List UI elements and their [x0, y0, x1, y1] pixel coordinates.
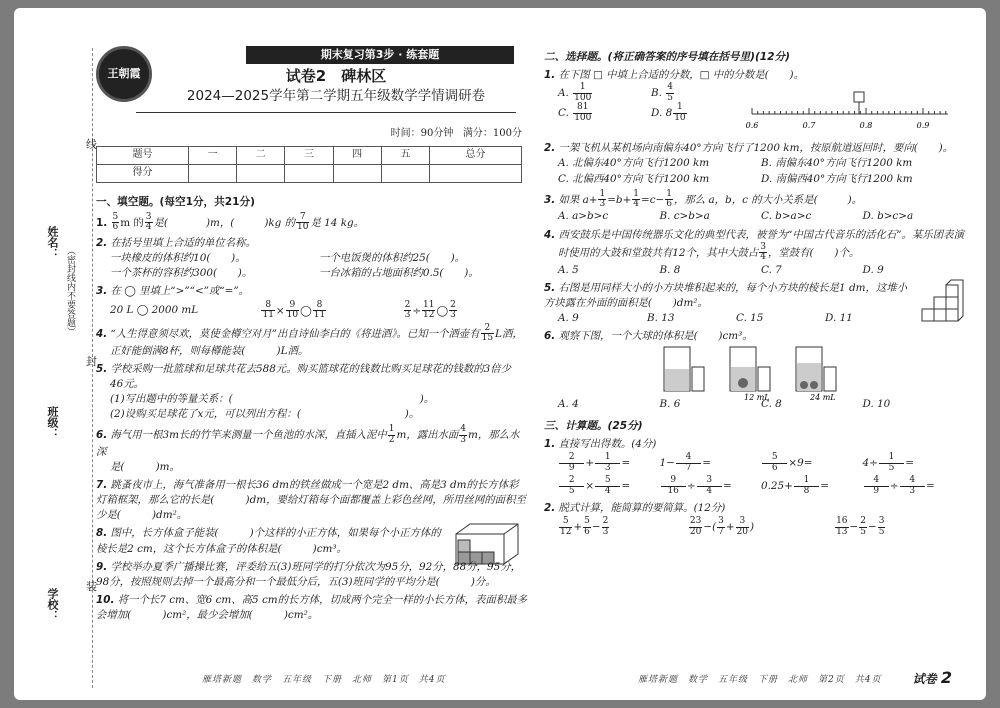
rail-mark-1: 线: [86, 138, 97, 151]
rail-mark-2: 封: [86, 355, 97, 368]
section-2-title: 二、选择题。(将正确答案的序号填在括号里)(12分): [544, 51, 790, 63]
question-4: 4. “人生得意须尽欢，莫使金樽空对月”出自诗仙李白的《将进酒》。已知一个酒壶有 $\frac{2}{15}$ L酒， 正好能倒满8杯，则每樽能装( )L酒。: [96, 322, 523, 357]
beaker-label: 24 mL: [810, 392, 836, 402]
left-page: [96, 46, 528, 626]
score-cell[interactable]: [381, 164, 429, 182]
mc-question-6: 6. 观察下图，一个大球的体积是( )cm³。 12 mL 24 mL A. 4 B. 6 C. 8 D. 10: [544, 329, 891, 410]
score-cell[interactable]: [333, 164, 381, 182]
rail-school-label: 学校：: [46, 588, 59, 621]
question-3: 3. 在 ◯ 里填上“>”“<”或“=”。 20 L ◯ 2000 mL $\frac{8}{11}$ × $\frac{9}{10}$ ◯ $\frac{8}{11}$ $\frac{2}{3}$ ÷ $\frac{11}{12}$ ◯ $\frac{2}{3}$: [96, 284, 456, 321]
score-table-score-row: 得分: [97, 164, 522, 182]
section-3-title: 三、计算题。(25分): [544, 419, 643, 432]
exam-meta: 时间：90分钟 满分：100分: [390, 128, 522, 139]
exam-paper: [14, 8, 986, 700]
brand-logo: 王朝霞: [96, 46, 152, 102]
question-10: 10. 将一个长7 cm、宽6 cm、高5 cm的长方体，切成两个完全一样的小长方体，表面积最多会增加( )cm²，最少会增加( )cm²。: [96, 593, 527, 621]
score-table: [96, 146, 522, 183]
exam-subtitle: 2024—2025学年第二学期五年级数学学情调研卷: [186, 88, 486, 104]
score-cell[interactable]: [189, 164, 237, 182]
footer-left: 雁塔新题 数学 五年级 下册 北师 第1页 共4页: [202, 675, 446, 685]
mc-question-1: 1. 在下图 □ 中填上合适的分数，□ 中的分数是( )。 A. $\frac{1}{100}$ B. $\frac{4}{5}$ C. $\frac{81}{100}$ D. 8 $\frac{1}{10}$ 0.6 0.7 0.8 0.9: [544, 68, 964, 138]
question-7: 7. 跳蚤夜市上，海气准备用一根长36 dm的铁丝做成一个宽是2 dm、高是3 dm的长方体彩灯箱框架，那么它的长是( )dm，要给灯箱每个面都覆盖上彩色丝网，所用丝网的面积至少是( )dm²。: [96, 479, 526, 522]
tick-label: 0.8: [859, 121, 873, 131]
rail-seal-note: （密封线内不要答题）: [65, 246, 75, 336]
beaker-label: 12 mL: [744, 392, 770, 402]
question-2: 2. 在括号里填上合适的单位名称。 一块橡皮的体积约10( )。 一个电饭煲的体积约25( )。 一个茶杯的容积约300( )。 一台冰箱的占地面积约0.5( )。: [96, 236, 479, 279]
score-cell[interactable]: [285, 164, 333, 182]
calc-question-1: 1. 直接写出得数。(4分) $\frac{2}{9}$ + $\frac{1}{3}$ = 1− $\frac{4}{7}$ = $\frac{5}{6}$ ×9= 4÷ $\frac{1}{5}$ = $\frac{2}{5}$ × $\frac{5}{4}$ = $\frac{9}{16}$ ÷ $\frac{3}{4}$ = 0.25+ $\frac{1}{8}$ = $\frac{4}{9}$ ÷ $\frac{4}{3}$ =: [544, 438, 935, 496]
rail-name-label: 姓名：: [46, 226, 59, 259]
mc-question-3: 3. 如果 a+ $\frac{1}{3}$ =b+ $\frac{1}{4}$ =c− $\frac{1}{6}$ ，那么 a，b，c 的大小关系是( )。 A. a>b>c B. c>b>a C. b>a>c D. b>c>a: [544, 188, 914, 223]
mc-question-5: 5. 右图是用同样大小的小方块堆积起来的，每个小方块的棱长是1 dm，这堆小方块露在外面的面积是( )dm²。 A. 9 B. 13 C. 15 D. 11: [544, 281, 964, 326]
page-label: 试卷 2: [912, 668, 952, 687]
beaker-figure: [654, 343, 854, 401]
cube-stack-figure: [920, 277, 964, 325]
right-page: [544, 46, 964, 542]
exam-title: 试卷2 碑林区: [285, 67, 387, 85]
mc-question-4: 4. 西安鼓乐是中国传统器乐文化的典型代表，被誉为“中国古代音乐的活化石”。某乐团表演 时使用的大鼓和堂鼓共有12个，其中大鼓占 $\frac{3}{4}$ ，堂鼓有( )个。 A. 5 B. 8 C. 7 D. 9: [544, 228, 964, 276]
question-8: 8. 图中，长方体盒子能装( )个这样的小正方体，如果每个小正方体的棱长是2 cm，这个长方体盒子的体积是( )cm³。: [96, 526, 528, 556]
question-5: 5. 学校采购一批篮球和足球共花去588元。购买篮球花的钱数比购买足球花的钱数的3倍少 46元。 (1)写出题中的等量关系：( )。 (2)设购买足球花了x元，可以列出方程：( )。: [96, 362, 512, 421]
review-step-tag: 期末复习第3步 · 练套题: [246, 46, 514, 64]
tick-label: 0.7: [802, 121, 816, 131]
question-6: 6. 海气用一根3m长的竹竿来测量一个鱼池的水深，直插入泥中 $\frac{1}{2}$ m，露出水面 $\frac{4}{3}$ m，那么水深 是( )m。: [96, 424, 520, 474]
score-cell[interactable]: [237, 164, 285, 182]
mc-question-2: 2. 一架飞机从某机场向南偏东40°方向飞行了1200 km，按原航道返回时，要向( )。 A. 北偏东40°方向飞行1200 km B. 南偏东40°方向飞行1200 km C. 北偏西40°方向飞行1200 km D. 南偏西40°方向飞行1200 km: [544, 142, 954, 185]
question-9: 9. 学校举办夏季广播操比赛，评委给五(3)班同学的打分依次为95分，92分，88分，95分，98分，按照规则去掉一个最高分和一个最低分后，五(3)班同学的平均分是( )分。: [96, 560, 521, 588]
calc-question-2: 2. 脱式计算，能简算的要简算。(12分) $\frac{5}{12}$ + $\frac{5}{6}$ − $\frac{2}{3}$ $\frac{23}{20}$ −( $\frac{3}{7}$ + $\frac{3}{20}$ ) $\frac{16}{13}$ − $\frac{2}{5}$ − $\frac{3}{5}$: [544, 502, 885, 537]
rail-mark-3: 装: [86, 580, 97, 593]
number-line-figure: [745, 88, 958, 132]
tick-label: 0.9: [916, 121, 930, 131]
score-cell[interactable]: [429, 164, 521, 182]
section-1-title: 一、填空题。(每空1分，共21分): [96, 195, 255, 208]
exam-banner: [96, 46, 528, 119]
title-rule: [136, 112, 516, 113]
score-table-header-row: 题号 一 二 三 四 五 总分: [97, 146, 522, 164]
footer-right: 雁塔新题 数学 五年级 下册 北师 第2页 共4页: [638, 675, 882, 685]
rail-class-label: 班级：: [46, 406, 59, 439]
tick-label: 0.6: [745, 121, 759, 131]
question-1: 1. $\frac{5}{6}$ m 的 $\frac{3}{4}$ 是( )m，( )kg 的 $\frac{7}{10}$ 是 14 kg。: [96, 211, 365, 233]
